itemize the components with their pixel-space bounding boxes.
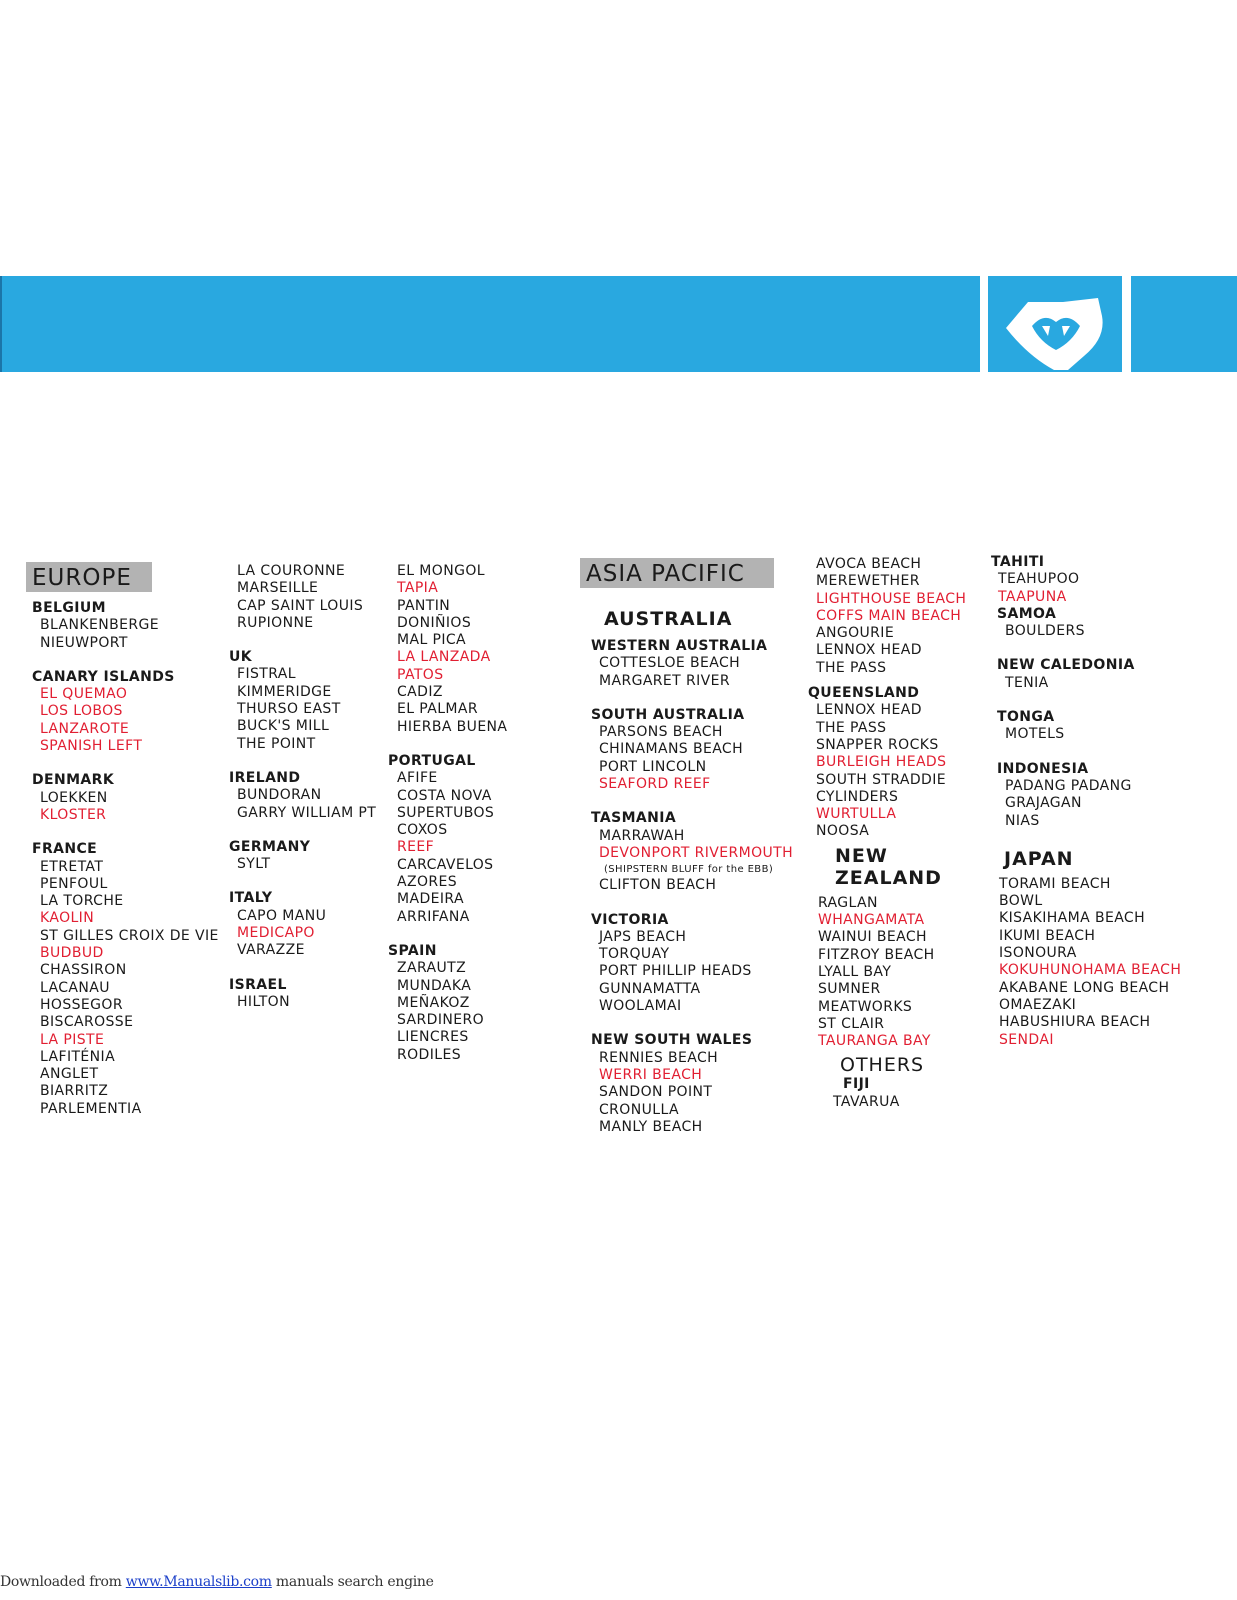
asia-pacific-column-2: [808, 556, 990, 1111]
spot-item: IKUMI BEACH: [999, 927, 1096, 944]
country-heading: SAMOA: [997, 605, 1057, 622]
spot-item: PARSONS BEACH: [599, 724, 723, 741]
spot-item-highlighted: WHANGAMATA: [818, 912, 925, 929]
spot-item: BLANKENBERGE: [40, 617, 159, 634]
spot-item: BUCK'S MILL: [237, 718, 330, 735]
country-heading: SOUTH AUSTRALIA: [591, 706, 745, 723]
footer-suffix: manuals search engine: [271, 1574, 434, 1590]
spot-item: LIENCRES: [397, 1029, 469, 1046]
header-banner: [0, 276, 980, 372]
spot-item: MEÑAKOZ: [397, 994, 470, 1011]
state-queensland: QUEENSLAND: [808, 685, 920, 702]
spot-item: MOTELS: [1005, 726, 1065, 743]
spot-item: WOOLAMAI: [599, 998, 682, 1015]
logo-box: [988, 276, 1122, 372]
spot-item-highlighted: LA LANZADA: [397, 649, 491, 666]
country-heading: CANARY ISLANDS: [32, 668, 175, 685]
country-heading: GERMANY: [229, 838, 311, 855]
header-banner-right: [1131, 276, 1237, 372]
spot-item: JAPS BEACH: [599, 928, 687, 945]
spot-item: THE PASS: [816, 719, 887, 736]
spot-item: PENFOUL: [40, 875, 108, 892]
spot-item: HABUSHIURA BEACH: [999, 1014, 1151, 1031]
country-heading: NEW CALEDONIA: [997, 657, 1135, 674]
spot-item: LYALL BAY: [818, 963, 892, 980]
spot-item: ST GILLES CROIX DE VIE: [40, 927, 219, 944]
country-heading: DENMARK: [32, 772, 115, 789]
footer-prefix: Downloaded from: [0, 1574, 126, 1590]
spot-item: PORT PHILLIP HEADS: [599, 963, 752, 980]
spot-item: LENNOX HEAD: [816, 702, 922, 719]
country-heading: PORTUGAL: [388, 752, 476, 769]
fiji-list: [820, 1094, 990, 1111]
spot-item: MADEIRA: [397, 891, 464, 908]
country-heading: SPAIN: [388, 942, 437, 959]
australia-list: [589, 638, 809, 1136]
spot-item: BIARRITZ: [40, 1083, 109, 1100]
europe-col2-list: [227, 563, 387, 1011]
europe-col1-list: [26, 600, 219, 1118]
spot-item: CAP SAINT LOUIS: [237, 597, 364, 614]
spot-item: CARCAVELOS: [397, 856, 494, 873]
spot-item: VARAZZE: [237, 942, 305, 959]
spot-item: SUPERTUBOS: [397, 804, 495, 821]
spot-item-highlighted: SENDAI: [999, 1031, 1054, 1048]
footer: [0, 1574, 434, 1590]
spot-item: TENIA: [1005, 674, 1049, 691]
spot-item-highlighted: REEF: [397, 839, 435, 856]
country-new-zealand: NEW ZEALAND: [835, 844, 942, 889]
spot-item: ST CLAIR: [818, 1015, 885, 1032]
spot-item: PORT LINCOLN: [599, 758, 707, 775]
spot-item: SYLT: [237, 856, 271, 873]
spot-item: ANGLET: [40, 1066, 99, 1083]
spot-item: CHASSIRON: [40, 962, 127, 979]
spot-item: KIMMERIDGE: [237, 683, 332, 700]
spot-item: GRAJAGAN: [1005, 795, 1082, 812]
spot-item: FISTRAL: [237, 666, 296, 683]
spot-item: NIAS: [1005, 812, 1040, 829]
country-heading: IRELAND: [229, 769, 301, 786]
spot-item-highlighted: TAPIA: [397, 580, 439, 597]
spot-item-highlighted: WERRI BEACH: [599, 1066, 703, 1083]
spot-item: COTTESLOE BEACH: [599, 655, 741, 672]
country-australia: AUSTRALIA: [604, 608, 733, 630]
spot-item-highlighted: SPANISH LEFT: [40, 738, 143, 755]
spot-item: EL PALMAR: [397, 701, 479, 718]
spot-item: MEATWORKS: [818, 998, 913, 1015]
spot-item-highlighted: KLOSTER: [40, 806, 107, 823]
spot-item: LA TORCHE: [40, 893, 124, 910]
spot-item: CHINAMANS BEACH: [599, 741, 744, 758]
pacific-islands-list: [991, 554, 1234, 830]
europe-column-1: [26, 562, 219, 1118]
country-heading: FRANCE: [32, 841, 98, 858]
asia-pacific-column-1: [586, 558, 809, 1136]
spot-item-highlighted: LA PISTE: [40, 1031, 105, 1048]
spot-item: BOULDERS: [1005, 623, 1085, 640]
country-heading: TAHITI: [991, 554, 1045, 570]
spot-item: MAL PICA: [397, 632, 467, 649]
spot-item-highlighted: MEDICAPO: [237, 925, 315, 942]
spot-item-highlighted: LIGHTHOUSE BEACH: [816, 590, 967, 607]
spot-item: SNAPPER ROCKS: [816, 736, 939, 753]
spot-item: MARGARET RIVER: [599, 672, 730, 689]
spot-item: SARDINERO: [397, 1012, 485, 1029]
spot-item: LOEKKEN: [40, 789, 108, 806]
spot-item-highlighted: WURTULLA: [816, 806, 897, 823]
spot-item: NOOSA: [816, 823, 870, 840]
spot-item: AVOCA BEACH: [816, 556, 922, 572]
spot-item: CYLINDERS: [816, 788, 899, 805]
country-heading: VICTORIA: [591, 911, 669, 928]
spot-item: PARLEMENTIA: [40, 1100, 142, 1117]
spot-item: BUNDORAN: [237, 787, 322, 804]
spot-item: MUNDAKA: [397, 977, 472, 994]
country-heading: INDONESIA: [997, 760, 1089, 777]
spot-item: AKABANE LONG BEACH: [999, 979, 1170, 996]
spot-item: HIERBA BUENA: [397, 718, 508, 735]
spot-item-highlighted: EL QUEMAO: [40, 686, 128, 703]
spot-item: ANGOURIE: [816, 625, 895, 642]
spot-item: WAINUI BEACH: [818, 929, 927, 946]
spot-item: CRONULLA: [599, 1101, 679, 1118]
europe-column-2: [227, 563, 387, 1011]
country-heading: WESTERN AUSTRALIA: [591, 638, 768, 654]
spot-item: MARSEILLE: [237, 580, 319, 597]
spot-item: OMAEZAKI: [999, 996, 1077, 1013]
japan-list: [994, 876, 1234, 1049]
country-heading: TASMANIA: [591, 810, 677, 827]
spot-item-highlighted: LANZAROTE: [40, 720, 130, 737]
spot-item: ISONOURA: [999, 945, 1077, 962]
spot-item: RENNIES BEACH: [599, 1049, 719, 1066]
spot-item-highlighted: PATOS: [397, 666, 444, 683]
spot-item: COSTA NOVA: [397, 787, 492, 804]
spot-item: GUNNAMATTA: [599, 980, 701, 997]
spot-item: ETRETAT: [40, 858, 104, 875]
country-heading: NEW SOUTH WALES: [591, 1032, 753, 1049]
spot-item: AFIFE: [397, 770, 438, 787]
spot-item: LENNOX HEAD: [816, 642, 922, 659]
footer-link[interactable]: www.Manualslib.com: [125, 1574, 272, 1590]
country-japan: JAPAN: [1004, 847, 1074, 870]
spot-item: RUPIONNE: [237, 614, 314, 631]
spot-item-highlighted: TAURANGA BAY: [818, 1033, 931, 1050]
region-title-asia-pacific: ASIA PACIFIC: [580, 558, 774, 588]
spot-item: HILTON: [237, 993, 290, 1010]
spot-note: (SHIPSTERN BLUFF for the EBB): [604, 864, 774, 876]
spot-item: CLIFTON BEACH: [599, 877, 717, 894]
spot-item-highlighted: DEVONPORT RIVERMOUTH: [599, 844, 794, 861]
spot-item: MEREWETHER: [816, 573, 920, 590]
spot-item-highlighted: LOS LOBOS: [40, 703, 123, 720]
spot-item: PANTIN: [397, 597, 451, 614]
spot-item: FITZROY BEACH: [818, 946, 935, 963]
spot-item: LAFITÉNIA: [40, 1048, 116, 1065]
spot-item-highlighted: COFFS MAIN BEACH: [816, 607, 962, 624]
spot-item-highlighted: TAAPUNA: [998, 588, 1067, 605]
spot-item: THE POINT: [237, 735, 316, 752]
country-fiji: FIJI: [843, 1076, 870, 1093]
country-heading: UK: [229, 649, 253, 666]
spot-item: SOUTH STRADDIE: [816, 771, 946, 788]
spot-item: COXOS: [397, 822, 448, 839]
spot-item-highlighted: KAOLIN: [40, 910, 95, 927]
spot-item: TORAMI BEACH: [999, 875, 1111, 892]
spot-item: CAPO MANU: [237, 907, 327, 924]
spot-item: RODILES: [397, 1046, 461, 1063]
queensland-list: [816, 702, 990, 840]
country-heading: TONGA: [997, 709, 1055, 726]
spot-item: THE PASS: [816, 659, 887, 676]
spot-item-highlighted: KOKUHUNOHAMA BEACH: [999, 962, 1182, 979]
spot-item: AZORES: [397, 874, 458, 891]
spot-item: BISCAROSSE: [40, 1014, 134, 1031]
spot-item: DONIÑIOS: [397, 614, 472, 631]
spot-item-highlighted: BURLEIGH HEADS: [816, 754, 947, 771]
spot-item: HOSSEGOR: [40, 996, 123, 1013]
spot-item: TAVARUA: [833, 1093, 900, 1110]
country-heading: ITALY: [229, 890, 273, 907]
spot-item: TEAHUPOO: [998, 571, 1080, 588]
region-title-europe: EUROPE: [26, 562, 152, 592]
country-heading: BELGIUM: [32, 600, 106, 616]
spot-item: EL MONGOL: [397, 563, 485, 579]
spot-item: TORQUAY: [599, 946, 670, 963]
spot-item: CADIZ: [397, 684, 443, 701]
spot-item: RAGLAN: [818, 894, 878, 911]
spot-item: NIEUWPORT: [40, 634, 128, 651]
country-heading: ISRAEL: [229, 976, 287, 993]
spot-item: LA COURONNE: [237, 563, 346, 579]
spot-item: KISAKIHAMA BEACH: [999, 910, 1146, 927]
spot-item-highlighted: SEAFORD REEF: [599, 776, 711, 793]
spot-item: ARRIFANA: [397, 908, 470, 925]
spot-item: GARRY WILLIAM PT: [237, 804, 377, 821]
europe-col3-list: [387, 563, 537, 1064]
spot-item: MARRAWAH: [599, 827, 685, 844]
spot-item: BOWL: [999, 893, 1043, 910]
spot-item-highlighted: BUDBUD: [40, 945, 104, 962]
section-others: OTHERS: [840, 1054, 925, 1077]
nsw-continued-list: [816, 556, 990, 677]
europe-column-3: [387, 563, 537, 1064]
spot-item: PADANG PADANG: [1005, 777, 1132, 794]
spot-item: ZARAUTZ: [397, 960, 467, 977]
spot-item: LACANAU: [40, 979, 110, 996]
spot-item: MANLY BEACH: [599, 1118, 703, 1135]
roxy-heart-logo-icon: [988, 276, 1122, 372]
spot-item: THURSO EAST: [237, 701, 341, 718]
asia-pacific-column-3: [991, 554, 1234, 1049]
spot-item: SUMNER: [818, 981, 881, 998]
spot-item: SANDON POINT: [599, 1084, 713, 1101]
new-zealand-list: [820, 895, 990, 1051]
